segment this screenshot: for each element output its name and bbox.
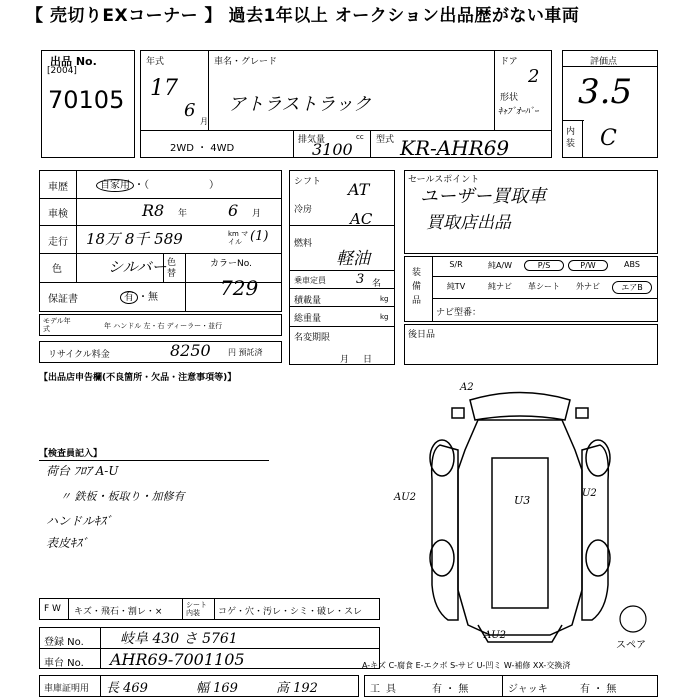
seat-label: シート内装 — [186, 601, 207, 617]
fw-items: キズ・飛石・割レ・× — [74, 607, 163, 617]
history-label: 車歴 — [48, 182, 68, 193]
car-damage-diagram — [400, 380, 640, 650]
displacement-value: 3100 — [312, 140, 353, 159]
interior-value: C — [600, 126, 617, 151]
year-tag: [2004] — [47, 66, 77, 76]
history-rest: ・（ ） — [134, 180, 219, 191]
reg-label: 登録 No. — [44, 637, 84, 648]
ac-label: 冷房 — [294, 205, 313, 215]
right-side-panel — [582, 445, 608, 620]
model-label: 型式 — [376, 135, 395, 145]
inspection-year: R8 — [142, 201, 165, 220]
equip-item: 純TV — [446, 282, 466, 291]
equip-item: 外ナビ — [576, 282, 600, 291]
spare-tire-icon — [618, 604, 648, 634]
name-value: アトラストラック — [228, 94, 372, 115]
mark-right: U2 — [582, 488, 597, 499]
note-line2: 〃 鉄板・板取り・加修有 — [60, 490, 185, 503]
note-line1: 荷台 ﾌﾛｱ A-U — [46, 464, 119, 478]
cert-length: 長 469 — [106, 681, 148, 696]
selling-line2: 買取店出品 — [426, 213, 511, 233]
recycle-label: リサイクル料金 — [48, 350, 110, 360]
interior-label: 内装 — [566, 127, 576, 149]
damage-legend: A-キズ C-腐食 E-エクボ S-サビ U-凹ミ W-補修 XX-交換済 — [362, 661, 571, 670]
chassis-value: AHR69-7001105 — [110, 650, 245, 669]
mark-bottom: AU2 — [484, 630, 507, 641]
inspection-month-unit: 月 — [252, 209, 262, 219]
wheel-rear-left — [430, 540, 454, 576]
capacity-value: 3 — [356, 272, 365, 287]
car-body-outline — [458, 420, 582, 635]
fuel-value: 軽油 — [336, 249, 370, 269]
inspection-year-unit: 年 — [178, 209, 188, 219]
door-value: 2 — [528, 66, 540, 87]
equip-item: P/W — [568, 260, 608, 271]
warranty-label: 保証書 — [48, 294, 78, 305]
equip-item: 革シート — [528, 282, 560, 291]
equip-item: S/R — [449, 260, 463, 269]
capacity-label: 乗車定員 — [294, 276, 326, 285]
cert-label: 車庫証明用 — [44, 684, 90, 694]
score-label: 評価点 — [590, 57, 618, 67]
selling-line1: ユーザー買取車 — [420, 186, 546, 207]
note-line4: 表皮ｷｽﾞ — [46, 536, 89, 550]
score-value: 3.5 — [578, 72, 633, 112]
name-change-unit: 月日 — [340, 355, 387, 365]
warranty-yes: 有 — [120, 291, 138, 304]
tools-value: 有 ・ 無 — [432, 684, 469, 695]
equip-item: ABS — [624, 260, 640, 269]
selling-label: セールスポイント — [408, 175, 480, 185]
year-value: 17 — [150, 76, 178, 101]
mirror-right — [576, 408, 588, 418]
cert-width: 幅 169 — [196, 681, 238, 696]
wheel-rear-right — [586, 540, 610, 576]
equip-item: 純ナビ — [488, 282, 512, 291]
model-year-text: 年 ハンドル 左・右 ディーラー・並行 — [104, 322, 223, 330]
inspector-label: 【検査員記入】 — [39, 449, 103, 459]
capacity-unit: 名 — [372, 279, 382, 289]
equip-label: 装備品 — [412, 268, 422, 306]
equip-item: エアB — [612, 281, 652, 294]
total-weight-label: 総重量 — [294, 314, 322, 324]
color-no-value: 729 — [220, 276, 259, 300]
shift-label: シフト — [294, 177, 322, 187]
tools-label: 工具 — [370, 684, 402, 695]
chassis-label: 車台 No. — [44, 658, 84, 669]
ac-value: AC — [350, 210, 373, 228]
cert-height: 高 192 — [276, 681, 318, 696]
inspection-label: 車検 — [48, 209, 68, 220]
mileage-value: 18万 8千 589 — [86, 230, 183, 248]
car-roof-outline — [470, 393, 570, 421]
note-line3: ハンドルｷｽﾞ — [46, 514, 113, 528]
displacement-label: 排気量 — [298, 135, 326, 145]
arrival-label: 後日品 — [408, 330, 436, 340]
nav-label: ナビ型番： — [436, 308, 482, 318]
seller-notes-label: 【出品店申告欄(不良箇所・欠品・注意事項等)】 — [39, 373, 237, 383]
warranty-no: ・無 — [138, 292, 158, 303]
seat-items: コゲ・穴・汚レ・シミ・破レ・スレ — [218, 607, 363, 617]
color-label: 色 — [52, 264, 62, 275]
color-no-label: カラーNo. — [210, 259, 252, 269]
equip-item: 純A/W — [487, 261, 513, 270]
shape-label: 形状 — [500, 93, 519, 103]
arrival-box — [404, 324, 658, 365]
recycle-unit: 円 預託済 — [228, 348, 263, 357]
mileage-unit: km マイル — [228, 230, 249, 246]
year-label: 年式 — [146, 57, 165, 67]
inspection-month: 6 — [228, 201, 239, 220]
model-year-label: モデル年式 — [43, 317, 71, 333]
mileage-note: (1) — [250, 229, 269, 244]
total-weight-unit: kg — [380, 313, 389, 321]
history-value: 自家用 — [96, 179, 134, 192]
fuel-label: 燃料 — [294, 239, 313, 249]
load-label: 積載量 — [294, 296, 322, 306]
mark-left: AU2 — [394, 492, 417, 503]
mileage-label: 走行 — [48, 237, 68, 248]
spare-label: スペア — [616, 640, 646, 651]
name-label: 車名・グレード — [214, 57, 278, 67]
mirror-left — [452, 408, 464, 418]
name-change-label: 名変期限 — [294, 333, 331, 343]
month-value: 6 — [184, 100, 196, 121]
drive-label: 2WD ・ 4WD — [170, 143, 235, 154]
cargo-bed — [492, 458, 548, 608]
shape-value: ｷｬﾌﾞｵｰﾊﾞｰ — [498, 107, 539, 117]
sheet-banner: 【 売切りEXコーナー 】 過去1年以上 オークション出品歴がない車両 — [26, 6, 580, 26]
displacement-unit: cc — [356, 133, 364, 141]
door-label: ドア — [500, 57, 518, 67]
lot-number: 70105 — [48, 86, 125, 114]
left-side-panel — [432, 445, 458, 620]
recycle-value: 8250 — [170, 341, 211, 360]
month-unit: 月 — [200, 117, 208, 126]
fw-label: F W — [44, 604, 61, 614]
reg-value: 岐阜 430 さ 5761 — [120, 631, 238, 647]
color-value: シルバー — [108, 258, 167, 276]
color-change-label: 色替 — [167, 258, 177, 279]
mark-center: U3 — [514, 494, 531, 507]
jack-label: ジャッキ — [508, 684, 548, 695]
lot-label: 出品 No. — [50, 55, 97, 68]
load-unit: kg — [380, 295, 389, 303]
model-value: KR-AHR69 — [400, 136, 510, 160]
shift-value: AT — [348, 180, 370, 199]
jack-value: 有 ・ 無 — [580, 684, 617, 695]
mark-top: A2 — [460, 382, 474, 393]
equip-item: P/S — [524, 260, 564, 271]
